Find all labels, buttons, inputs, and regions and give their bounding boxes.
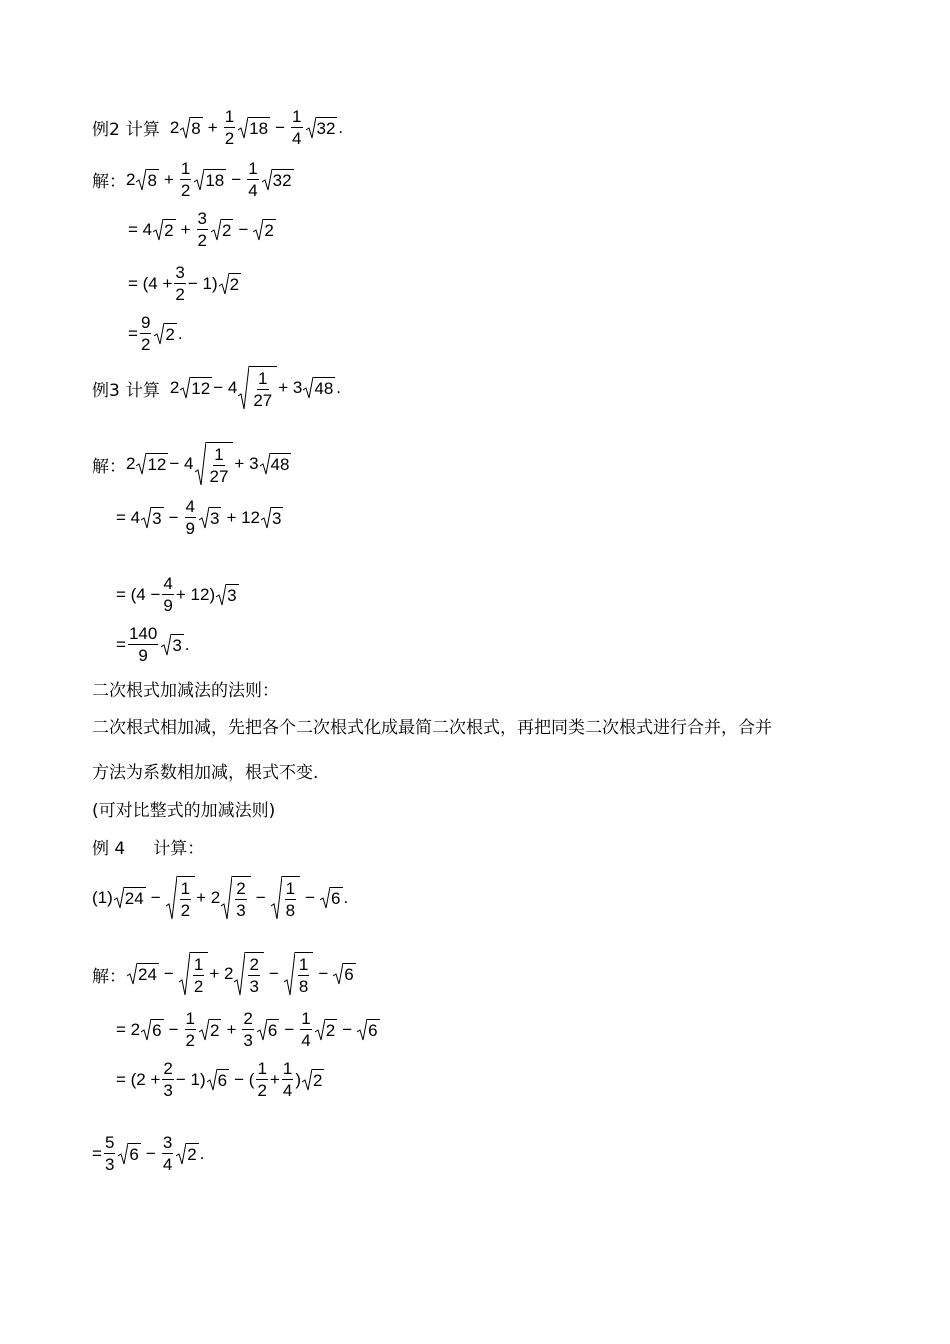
- sqrt: [118, 1143, 140, 1165]
- sqrt: [194, 169, 226, 191]
- denominator: 2: [180, 181, 191, 200]
- radicand: 2: [165, 324, 175, 344]
- sqrt: [180, 377, 212, 399]
- expr-text: = (4 +: [128, 273, 173, 293]
- ex2-verb: 计算: [125, 120, 160, 140]
- numerator: 2: [236, 878, 246, 898]
- radicand: 6: [331, 889, 341, 908]
- denominator: 3: [104, 1155, 115, 1174]
- numerator: 2: [163, 1059, 173, 1078]
- rule-note: (可对比整式的加减法则): [92, 801, 276, 821]
- operator: −: [305, 888, 316, 907]
- numerator: 1: [282, 1059, 293, 1078]
- operator: −: [145, 1143, 156, 1163]
- ex4-solution-line2: [116, 1010, 381, 1049]
- expr-text: = (4 −: [116, 584, 161, 604]
- numerator: 4: [163, 574, 173, 593]
- numerator: 2: [249, 954, 259, 974]
- numerator: 4: [185, 497, 195, 516]
- numerator: 5: [104, 1133, 115, 1152]
- radicand: 48: [270, 455, 290, 474]
- radicand: 2: [209, 1020, 220, 1040]
- operator: +: [163, 169, 174, 189]
- sqrt-of-fraction: [166, 876, 195, 920]
- radicand: 8: [147, 170, 157, 190]
- sqrt: [262, 169, 294, 191]
- equals: =: [92, 1143, 102, 1163]
- coef: 2: [169, 378, 180, 397]
- sqrt: [176, 1143, 198, 1165]
- sqrt: [211, 219, 233, 241]
- numerator: 1: [180, 159, 191, 178]
- expr-text: + 12: [226, 507, 261, 527]
- expr-text: + 3: [278, 378, 303, 397]
- fraction: [242, 1010, 253, 1049]
- sqrt: [306, 117, 338, 139]
- expr-text: − 4: [213, 378, 238, 397]
- sqrt: [136, 169, 158, 191]
- sqrt-of-fraction: [284, 952, 313, 996]
- sqrt-of-fraction: [195, 442, 234, 486]
- sqrt: [257, 1019, 279, 1041]
- ex3-solution-line2: [116, 498, 284, 537]
- item-number: (1): [92, 888, 113, 907]
- ex4-label: 例 4: [92, 839, 126, 859]
- fraction: [162, 1134, 173, 1173]
- ex2-solution-line3: [128, 264, 242, 303]
- radicand: 3: [209, 508, 220, 528]
- radicand: 3: [152, 508, 162, 528]
- sqrt: [153, 219, 175, 241]
- denominator: 2: [224, 129, 235, 148]
- sqrt: [219, 273, 241, 295]
- denominator: 3: [249, 976, 259, 996]
- sqrt: [127, 963, 159, 985]
- numerator: 3: [175, 263, 185, 282]
- ex3-verb: 计算: [125, 380, 160, 401]
- radicand: 24: [138, 965, 157, 984]
- rule-heading: 二次根式加减法的法则：: [92, 681, 279, 701]
- denominator: 9: [138, 646, 148, 665]
- radicand: 2: [264, 220, 274, 240]
- denominator: 2: [197, 231, 207, 250]
- radicand: 2: [229, 274, 240, 294]
- ex3-solve-label: 解：: [92, 456, 126, 477]
- sqrt-of-fraction: [179, 952, 208, 996]
- operator: +: [180, 219, 191, 239]
- fraction: [291, 108, 302, 147]
- sqrt-of-fraction: [221, 876, 250, 920]
- ex4-heading: [92, 834, 204, 859]
- fraction: [282, 1060, 293, 1099]
- ex2-solution-line2: [128, 210, 277, 249]
- radicand: 12: [147, 455, 167, 474]
- sqrt: [238, 117, 270, 139]
- ex2-solve-label: 解：: [92, 172, 126, 192]
- expr-text: = (2 +: [116, 1069, 161, 1089]
- fraction: [300, 1010, 311, 1049]
- operator: −: [275, 117, 286, 137]
- sqrt-of-fraction: [271, 876, 300, 920]
- rule-body-line2: 方法为系数相加减，根式不变.: [92, 763, 319, 783]
- numerator: 1: [298, 954, 309, 974]
- ex4-verb: 计算：: [153, 839, 205, 859]
- expr-text: + 2: [196, 888, 221, 907]
- sqrt-of-fraction: [238, 366, 277, 410]
- ex3-solution-line3: [116, 575, 240, 614]
- radicand: 2: [325, 1020, 336, 1040]
- ex4-problem-line: [92, 876, 348, 920]
- ex4-solve-label: 解：: [92, 966, 126, 987]
- coef: 2: [169, 117, 180, 137]
- fraction: [180, 880, 191, 919]
- radicand: 48: [314, 379, 334, 398]
- radicand: 6: [217, 1070, 228, 1090]
- fraction: [185, 1010, 196, 1049]
- numerator: 1: [248, 159, 258, 178]
- operator: −: [284, 1019, 295, 1039]
- radicand: 6: [129, 1144, 139, 1164]
- sqrt: [180, 117, 202, 139]
- sqrt: [302, 1069, 324, 1091]
- numerator: 1: [292, 107, 302, 126]
- operator: −: [255, 888, 266, 907]
- ex3-problem-line: [92, 366, 341, 410]
- sqrt: [357, 1019, 379, 1041]
- fraction: [235, 880, 246, 919]
- denominator: 3: [163, 1081, 173, 1100]
- denominator: 2: [140, 335, 151, 354]
- coef: = 2: [116, 1019, 141, 1039]
- operator: −: [168, 1019, 179, 1039]
- sqrt: [260, 453, 292, 475]
- numerator: 1: [224, 107, 235, 126]
- radicand: 32: [272, 170, 292, 190]
- radicand: 6: [344, 965, 354, 984]
- denominator: 4: [292, 129, 302, 148]
- sqrt: [141, 507, 163, 529]
- fraction: [193, 956, 204, 995]
- ex2-solution-line1: [92, 160, 295, 199]
- numerator: 1: [180, 878, 191, 898]
- fraction: [162, 575, 173, 614]
- denominator: 2: [175, 285, 185, 304]
- coef: 2: [126, 169, 136, 189]
- radicand: 18: [205, 170, 225, 190]
- radicand: 32: [316, 118, 336, 138]
- radicand: 2: [187, 1144, 197, 1164]
- radicand: 3: [227, 585, 237, 605]
- denominator: 8: [298, 976, 309, 996]
- sqrt: [320, 887, 342, 909]
- operator: +: [269, 1069, 280, 1089]
- numerator: 1: [301, 1009, 311, 1028]
- ex3-solution-line1: [92, 442, 292, 486]
- radicand: 2: [164, 220, 174, 240]
- operator: −: [231, 169, 242, 189]
- radicand: 6: [152, 1020, 162, 1040]
- sqrt: [199, 1019, 221, 1041]
- denominator: 4: [282, 1081, 293, 1100]
- sqrt: [253, 219, 275, 241]
- coef: = 4: [128, 219, 153, 239]
- sqrt: [207, 1069, 229, 1091]
- fraction: [209, 446, 230, 485]
- denominator: 2: [185, 1031, 195, 1050]
- operator: −: [318, 964, 329, 983]
- expr-text: − 1): [187, 273, 218, 293]
- period: .: [177, 323, 183, 343]
- numerator: 140: [128, 624, 158, 643]
- numerator: 3: [162, 1133, 173, 1152]
- sqrt: [136, 453, 168, 475]
- denominator: 9: [163, 596, 173, 615]
- denominator: 4: [162, 1155, 173, 1174]
- expr-text: − 1): [175, 1069, 206, 1089]
- numerator: 1: [193, 954, 204, 974]
- sqrt: [161, 634, 183, 656]
- fraction: [252, 370, 273, 409]
- sqrt: [315, 1019, 337, 1041]
- period: .: [343, 888, 349, 907]
- fraction: [224, 108, 235, 147]
- ex4-solution-line3: [116, 1060, 325, 1099]
- radicand: 3: [272, 508, 282, 528]
- radicand: 24: [124, 889, 144, 908]
- ex3-solution-line4: [116, 625, 190, 664]
- sqrt: [303, 377, 335, 399]
- expr-text: − (: [234, 1069, 255, 1089]
- operator: +: [207, 117, 218, 137]
- sqrt: [216, 584, 238, 606]
- expr-text: + 3: [234, 454, 259, 473]
- expr-text: − 4: [169, 454, 194, 473]
- period: .: [184, 634, 190, 654]
- denominator: 4: [301, 1031, 311, 1050]
- sqrt: [333, 963, 355, 985]
- period: .: [338, 117, 344, 137]
- sqrt: [114, 887, 146, 909]
- denominator: 2: [257, 1081, 267, 1100]
- denominator: 9: [185, 519, 195, 538]
- denominator: 27: [253, 390, 273, 410]
- fraction: [197, 210, 208, 249]
- denominator: 2: [193, 976, 204, 996]
- radicand: 3: [172, 635, 182, 655]
- operator: +: [226, 1019, 237, 1039]
- sqrt: [154, 323, 176, 345]
- radicand: 6: [267, 1020, 278, 1040]
- ex2-solution-line4: [128, 314, 183, 353]
- numerator: 1: [285, 878, 296, 898]
- rule-body-line1: 二次根式相加减，先把各个二次根式化成最简二次根式，再把同类二次根式进行合并，合并: [92, 718, 772, 738]
- equals: =: [116, 634, 126, 654]
- expr-text: + 2: [209, 964, 234, 983]
- denominator: 8: [285, 900, 296, 920]
- expr-text: + 12): [175, 584, 216, 604]
- fraction: [185, 498, 196, 537]
- fraction: [256, 1060, 267, 1099]
- denominator: 4: [248, 181, 258, 200]
- numerator: 9: [140, 313, 151, 332]
- ex4-solution-line4: [92, 1134, 204, 1173]
- numerator: 1: [214, 444, 224, 464]
- period: .: [199, 1143, 205, 1163]
- denominator: 3: [243, 1031, 253, 1050]
- operator: −: [342, 1019, 353, 1039]
- expr-text: ): [295, 1069, 301, 1089]
- numerator: 1: [258, 368, 268, 388]
- radicand: 12: [191, 379, 211, 398]
- denominator: 27: [209, 466, 229, 486]
- operator: −: [168, 507, 179, 527]
- equals: =: [128, 323, 138, 343]
- fraction: [140, 314, 151, 353]
- sqrt-of-fraction: [234, 952, 263, 996]
- numerator: 2: [243, 1009, 253, 1028]
- fraction: [248, 956, 259, 995]
- radicand: 8: [191, 118, 201, 138]
- radicand: 2: [221, 220, 232, 240]
- sqrt: [261, 507, 283, 529]
- fraction: [298, 956, 309, 995]
- numerator: 1: [185, 1009, 195, 1028]
- radicand: 18: [249, 118, 269, 138]
- fraction: [247, 160, 258, 199]
- sqrt: [199, 507, 221, 529]
- operator: −: [163, 964, 174, 983]
- denominator: 3: [236, 900, 246, 920]
- coef: = 4: [116, 507, 141, 527]
- operator: −: [268, 964, 279, 983]
- fraction: [174, 264, 185, 303]
- denominator: 2: [180, 900, 191, 920]
- numerator: 1: [257, 1059, 267, 1078]
- operator: −: [150, 888, 161, 907]
- coef: 2: [126, 454, 136, 473]
- period: .: [336, 378, 342, 397]
- radicand: 2: [313, 1070, 323, 1090]
- ex4-solution-line1: [92, 952, 357, 996]
- fraction: [285, 880, 296, 919]
- fraction: [162, 1060, 173, 1099]
- operator: −: [238, 219, 249, 239]
- ex2-label: 例2: [92, 120, 120, 140]
- sqrt: [141, 1019, 163, 1041]
- ex2-problem-line: [92, 108, 343, 147]
- fraction: [180, 160, 191, 199]
- ex3-label: 例3: [92, 380, 120, 401]
- fraction: [128, 625, 158, 664]
- fraction: [104, 1134, 115, 1173]
- radicand: 6: [368, 1020, 378, 1040]
- numerator: 3: [197, 209, 207, 228]
